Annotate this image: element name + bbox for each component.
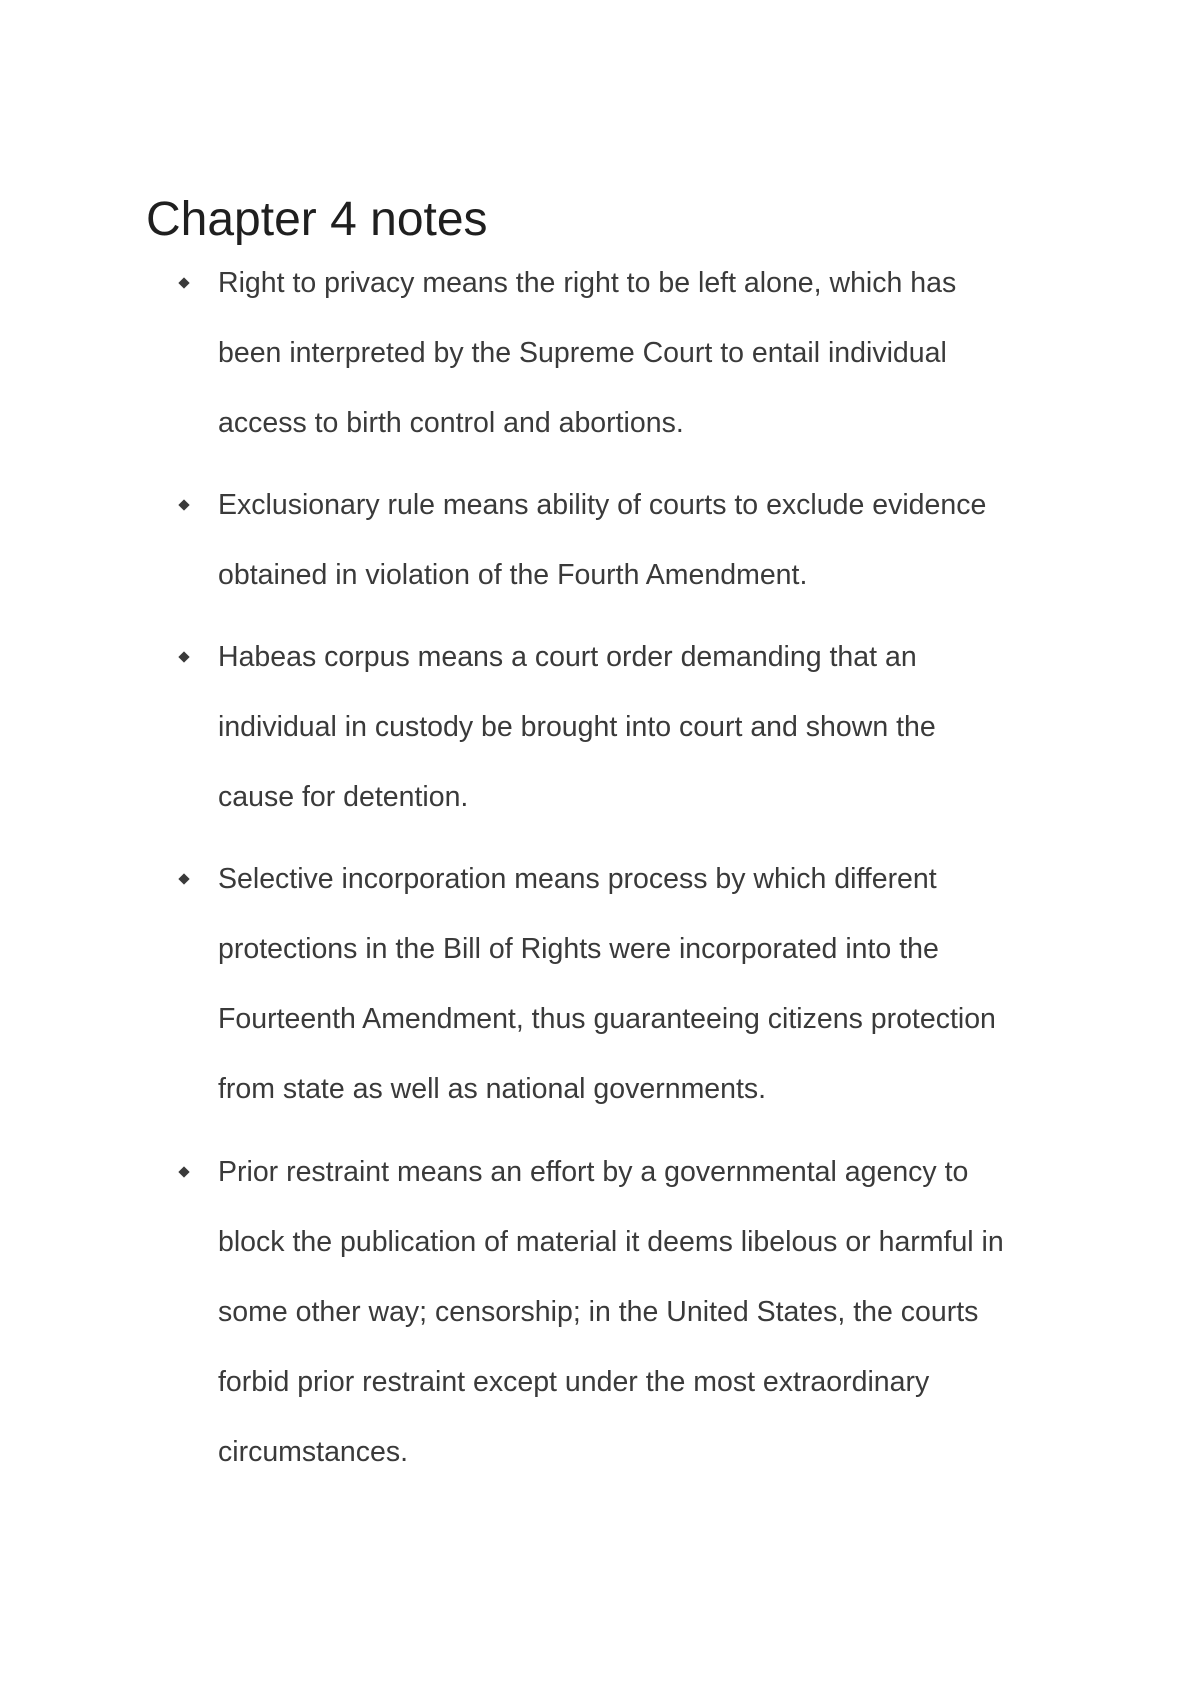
note-text xyxy=(218,1137,1068,1487)
note-line: Habeas corpus means a court order demanding that an xyxy=(218,641,917,673)
note-line: Right to privacy means the right to be left alone, which has xyxy=(218,267,957,299)
note-line: been interpreted by the Supreme Court to entail individual xyxy=(218,337,947,369)
note-line: Exclusionary rule means ability of courts to exclude evidence xyxy=(218,489,987,521)
note-line: protections in the Bill of Rights were incorporated into the xyxy=(218,933,939,965)
list-item xyxy=(218,1137,1068,1487)
note-line: Fourteenth Amendment, thus guaranteeing citizens protection xyxy=(218,1003,996,1035)
note-line: Selective incorporation means process by which different xyxy=(218,863,937,895)
note-line: some other way; censorship; in the United States, the courts xyxy=(218,1296,979,1328)
bullet-icon xyxy=(178,277,189,288)
note-line: Prior restraint means an effort by a governmental agency to xyxy=(218,1156,969,1188)
note-line: block the publication of material it deems libelous or harmful in xyxy=(218,1226,1004,1258)
note-line: cause for detention. xyxy=(218,781,469,813)
list-item xyxy=(218,844,1068,1124)
note-line: obtained in violation of the Fourth Amendment. xyxy=(218,559,808,591)
bullet-icon xyxy=(178,873,189,884)
bullet-icon xyxy=(178,1166,189,1177)
note-text xyxy=(218,248,1068,458)
note-line: individual in custody be brought into court and shown the xyxy=(218,711,936,743)
list-item xyxy=(218,622,1068,832)
bullet-icon xyxy=(178,499,189,510)
note-text xyxy=(218,844,1068,1124)
page-title: Chapter 4 notes xyxy=(146,193,488,246)
list-item xyxy=(218,248,1068,458)
note-line: access to birth control and abortions. xyxy=(218,407,684,439)
list-item xyxy=(218,470,1068,610)
note-text xyxy=(218,470,1068,610)
note-line: circumstances. xyxy=(218,1436,409,1468)
note-line: forbid prior restraint except under the most extraordinary xyxy=(218,1366,930,1398)
note-text xyxy=(218,622,1068,832)
note-line: from state as well as national governments. xyxy=(218,1073,767,1105)
bullet-icon xyxy=(178,651,189,662)
